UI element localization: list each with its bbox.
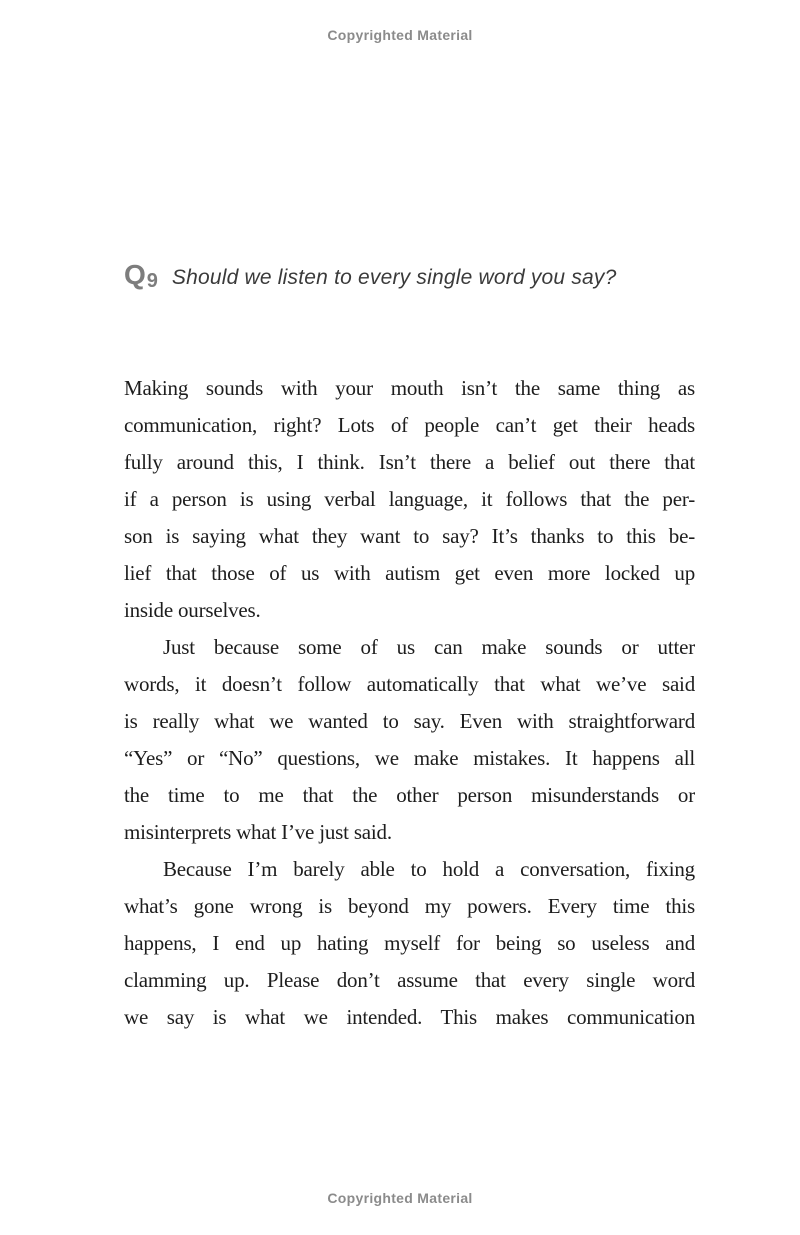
paragraph: [124, 629, 695, 851]
body-line: words, it doesn’t follow automatically that what we’ve said: [124, 672, 695, 696]
body-line: communication, right? Lots of people can’t get their heads: [124, 413, 695, 437]
body-line: Because I’m barely able to hold a conversation, fixing: [163, 857, 695, 881]
copyright-notice-bottom: Copyrighted Material: [327, 1190, 473, 1206]
paragraph: [124, 370, 695, 629]
body-line: happens, I end up hating myself for being so useless and: [124, 931, 695, 955]
body-line: Just because some of us can make sounds or utter: [163, 635, 695, 659]
body-line: if a person is using verbal language, it follows that the per-: [124, 487, 695, 511]
body-line: is really what we wanted to say. Even with straightforward: [124, 709, 695, 733]
question-heading: [124, 259, 617, 291]
question-marker: Q: [124, 259, 146, 290]
body-line: clamming up. Please don’t assume that every single word: [124, 968, 695, 992]
copyright-notice-top: Copyrighted Material: [327, 27, 473, 43]
body-line: “Yes” or “No” questions, we make mistakes. It happens all: [124, 746, 695, 770]
body-line: we say is what we intended. This makes communication: [124, 1005, 695, 1029]
question-text: Should we listen to every single word you say?: [171, 266, 617, 289]
body-line: inside ourselves.: [124, 598, 261, 622]
body-text: [124, 370, 695, 1036]
body-line: lief that those of us with autism get even more locked up: [124, 561, 695, 585]
body-line: fully around this, I think. Isn’t there a belief out there that: [124, 450, 695, 474]
paragraph: [124, 851, 695, 1036]
body-line: Making sounds with your mouth isn’t the same thing as: [124, 376, 695, 400]
body-line: the time to me that the other person misunderstands or: [124, 783, 695, 807]
body-line: misinterprets what I’ve just said.: [124, 820, 392, 844]
body-line: what’s gone wrong is beyond my powers. Every time this: [124, 894, 695, 918]
body-line: son is saying what they want to say? It’s thanks to this be-: [124, 524, 695, 548]
question-number: 9: [146, 270, 158, 292]
